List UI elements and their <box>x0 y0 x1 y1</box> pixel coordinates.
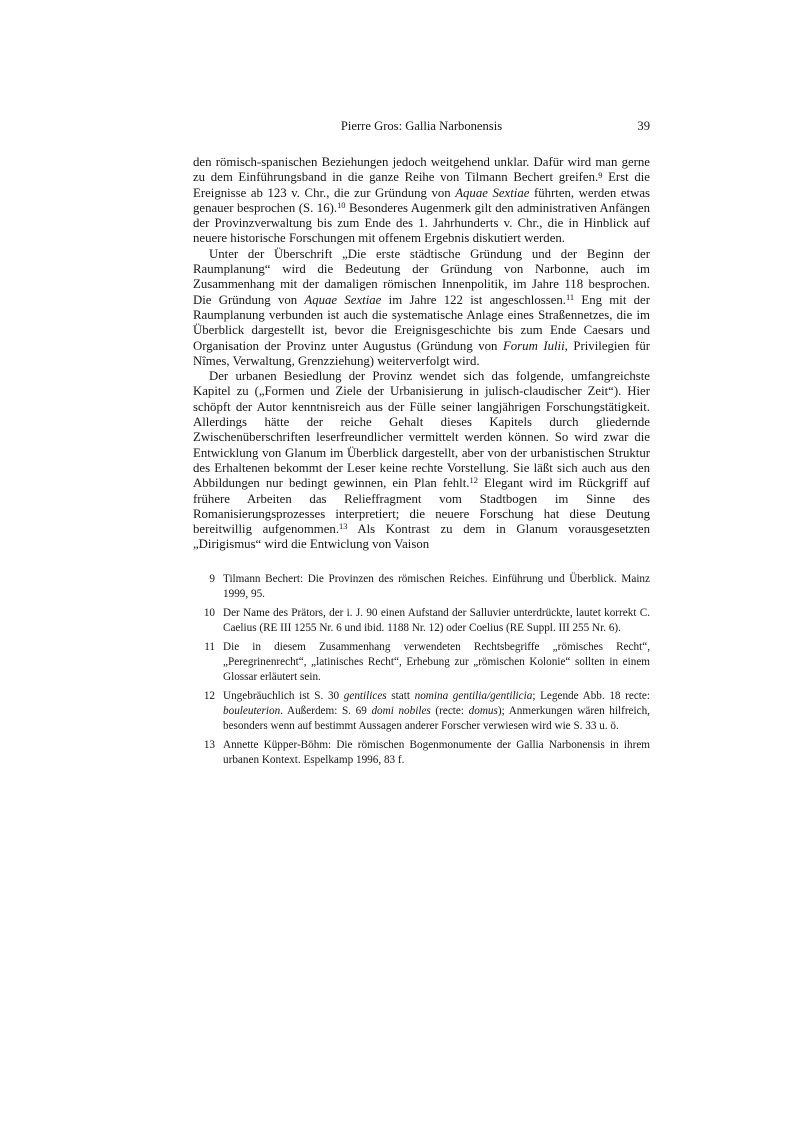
footnotes <box>193 572 650 768</box>
footnote <box>193 572 650 602</box>
footnote-text: Annette Küpper-Böhm: Die römischen Bogenmonumente der Gallia Narbonensis in ihrem urbanen Kontext. Espelkamp 1996, 83 f. <box>223 738 650 766</box>
footnote-text: Der Name des Prätors, der i. J. 90 einen Aufstand der Salluvier unterdrückte, lautet korrekt C. Caelius (RE III 1255 Nr. 6 und ibid. 1188 Nr. 12) oder Coelius (RE Suppl. III 255 Nr. 6). <box>223 606 650 634</box>
footnote-marker: 9 <box>598 169 603 180</box>
text-block <box>193 119 650 772</box>
italic-text: domi nobiles <box>371 704 431 717</box>
page-number: 39 <box>637 119 650 133</box>
footnote-number: 13 <box>203 738 215 751</box>
footnote-text: Tilmann Bechert: Die Provinzen des römischen Reiches. Einführung und Überblick. Mainz 1999, 95. <box>223 572 650 600</box>
footnote-number: 9 <box>209 572 215 585</box>
footnote <box>193 689 650 734</box>
footnote-text: Ungebräuchlich ist S. 30 gentilices statt nomina gentilia/gentilicia; Legende Abb. 18 recte: bouleuterion. Außerdem: S. 69 domi nobiles (recte: domus); Anmerkungen wären hilfreich, besonders wenn auf bestimmt Aussagen anderer Forscher verwiesen wird wie S. 33 u. ö. <box>223 689 650 732</box>
footnote-marker: 11 <box>566 291 575 302</box>
footnote <box>193 606 650 636</box>
footnote-number: 12 <box>203 689 215 702</box>
footnote-number: 11 <box>204 640 215 653</box>
italic-text: Aquae Sextiae <box>455 185 530 200</box>
italic-text: Aquae Sextiae <box>304 292 382 307</box>
running-header <box>193 119 650 134</box>
italic-text: bouleuterion <box>223 704 281 717</box>
body-paragraph: Der urbanen Besiedlung der Provinz wendet sich das folgende, umfangreichste Kapitel zu („Formen und Ziele der Urbanisierung in julisch-claudischer Zeit“). Hier schöpft der Autor kenntnisreich aus der Fülle seiner langjährigen Forschungstätigkeit. Allerdings hätte der reiche Gehalt dieses Kapitels durch gliedernde Zwischenüberschriften leserfreundlicher vermittelt werden können. So wird zwar die Entwicklung von Glanum im Überblick dargestellt, aber von der urbanistischen Struktur des Erhaltenen bekommt der Leser keine rechte Vorstellung. Sie läßt sich auch aus den Abbildungen nur bedingt gewinnen, ein Plan fehlt.$^{12}$ Elegant wird im Rückgriff auf frühere Arbeiten das Relieffragment vom Stadtbogen im Sinne des Romanisierungsprozesses interpretiert; die neuere Forschung hat diese Deutung bereitwillig aufgenommen.$^{13}$ Als Kontrast zu dem in Glanum vorausgesetzten „Dirigismus“ wird die Entwiclung von Vaison <box>193 369 651 552</box>
footnote-marker: 13 <box>339 521 348 532</box>
footnote-number: 10 <box>203 606 215 619</box>
footnote-text: Die in diesem Zusammenhang verwendeten Rechtsbegriffe „römisches Recht“, „Peregrinenrecht“, „latinisches Recht“, Erhebung zur „römischen Kolonie“ sollten in einem Glossar erläutert sein. <box>223 640 650 683</box>
footnote-marker: 10 <box>337 200 346 211</box>
italic-text: nomina gentilia/gentilicia <box>414 689 533 702</box>
italic-text: Forum Iulii <box>502 338 565 353</box>
body-text <box>193 155 650 553</box>
footnote <box>193 640 650 685</box>
italic-text: domus <box>468 704 498 717</box>
footnote-marker: 12 <box>469 475 478 486</box>
body-paragraph: den römisch-spanischen Beziehungen jedoch weitgehend unklar. Dafür wird man gerne zu dem Einführungsband in die ganze Reihe von Tilmann Bechert greifen.$^9$ Erst die Ereignisse ab 123 v. Chr., die zur Gründung von Aquae Sextiae führten, werden etwas genauer besprochen (S. 16).$^{10}$ Besonderes Augenmerk gilt den administrativen Anfängen der Provinzverwaltung bis zum Ende des 1. Jahrhunderts v. Chr., die in Hinblick auf neuere historische Forschungen mit offenem Ergebnis diskutiert werden. <box>193 155 650 246</box>
header-title: Pierre Gros: Gallia Narbonensis <box>340 119 503 133</box>
footnote <box>193 738 650 768</box>
italic-text: gentilices <box>343 689 387 702</box>
body-paragraph: Unter der Überschrift „Die erste städtische Gründung und der Beginn der Raumplanung“ wird die Bedeutung der Gründung von Narbonne, auch im Zusammenhang mit der damaligen römischen Innenpolitik, im Jahre 118 besprochen. Die Gründung von Aquae Sextiae im Jahre 122 ist angeschlossen.$^{11}$ Eng mit der Raumplanung verbunden ist auch die systematische Anlage eines Straßennetzes, die im Überblick dargestellt ist, bevor die Ereignisgeschichte bis zum Ende Caesars und Organisation der Provinz unter Augustus (Gründung von Forum Iulii, Privilegien für Nîmes, Verwaltung, Grenzziehung) weiterverfolgt wird. <box>193 246 650 368</box>
